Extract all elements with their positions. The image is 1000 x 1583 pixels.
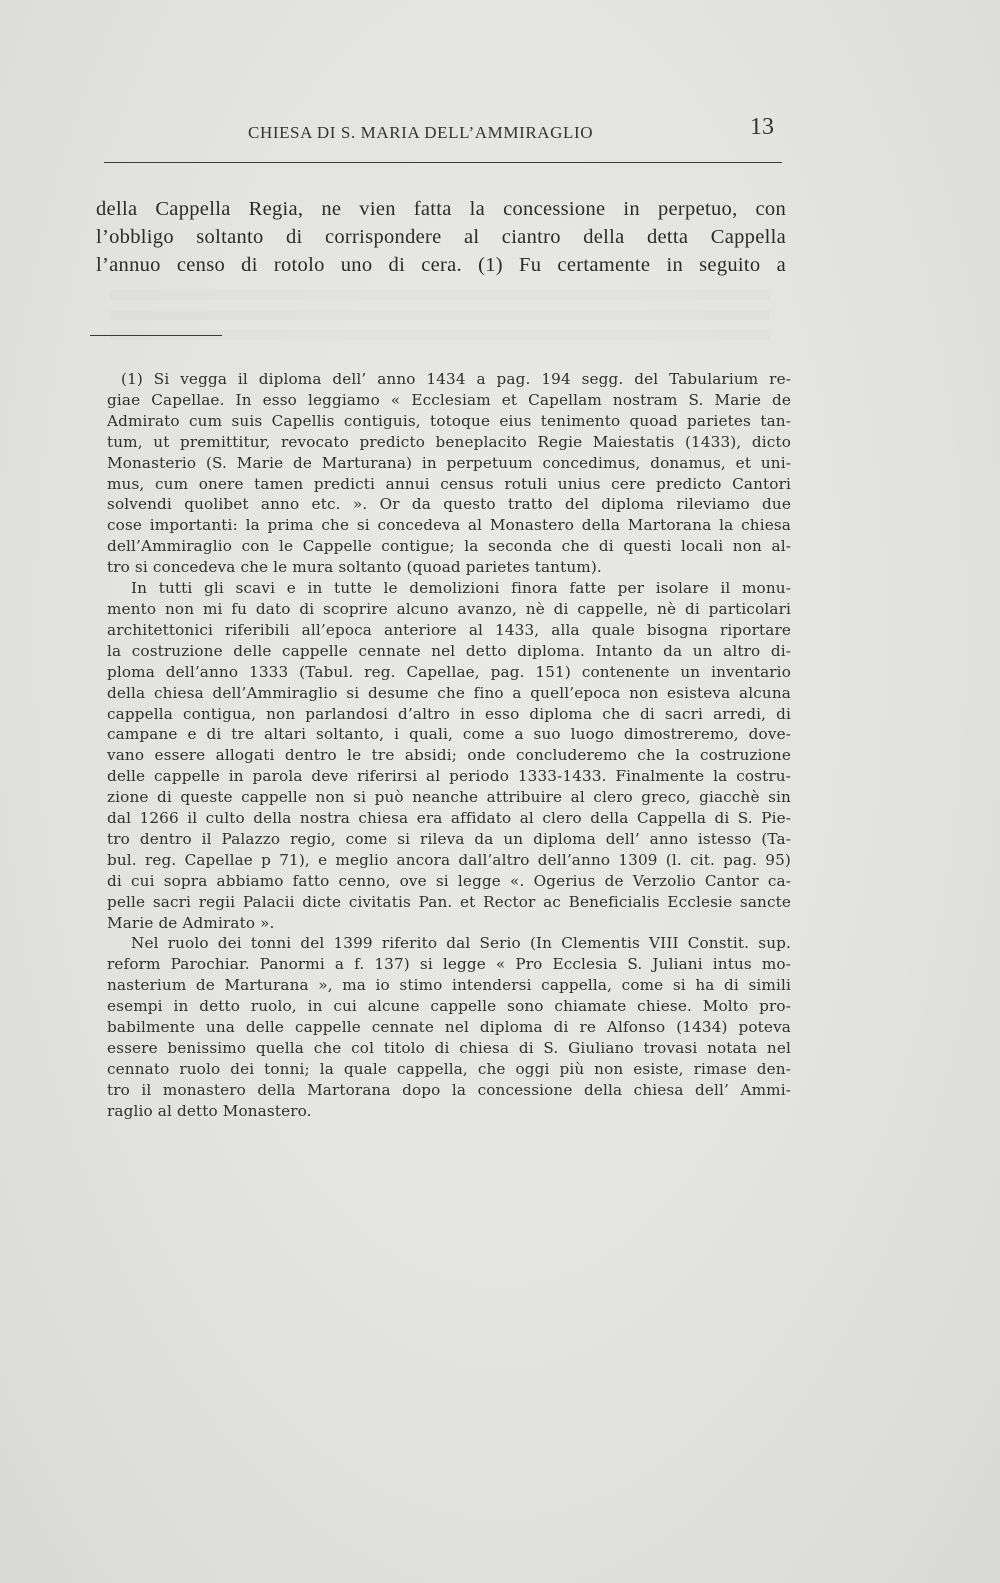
footnote-line: essere benissimo quella che col titolo di chiesa di S. Giuliano trovasi notata nel [107,1039,791,1057]
footnote-line: Nel ruolo dei tonni del 1399 riferito dal Serio (In Clementis VIII Constit. sup. [131,934,791,953]
main-text [96,195,786,279]
footnote-line: mento non mi fu dato di scoprire alcuno avanzo, nè di cappelle, nè di particolari [107,599,791,618]
footnote-line: ploma dell’anno 1333 (Tabul. reg. Capellae, pag. 151) contenente un inventario [107,662,791,681]
footnote-line: bul. reg. Capellae p 71), e meglio ancora dall’altro dell’anno 1309 (l. cit. pag. 95) [107,850,791,869]
footnote-line: reform Parochiar. Panormi a f. 137) si legge « Pro Ecclesia S. Juliani intus mo- [107,955,791,974]
footnote-line: Admirato cum suis Capellis contiguis, totoque eius tenimento quoad parietes tan- [107,411,791,430]
footnote-line: delle cappelle in parola deve riferirsi al periodo 1333-1433. Finalmente la costru- [107,767,791,786]
footnote-line: la costruzione delle cappelle cennate nel detto diploma. Intanto da un altro di- [107,641,791,660]
footnote-line: dal 1266 il culto della nostra chiesa era affidato al clero della Cappella di S. Pie- [107,809,791,828]
footnote-line: vano essere allogati dentro le tre absidi; onde concluderemo che la costruzione [107,746,791,765]
footnote-line: architettonici riferibili all’epoca anteriore al 1433, alla quale bisogna riportare [107,620,791,639]
footnote-line: cennato ruolo dei tonni; la quale cappella, che oggi più non esiste, rimase den- [107,1059,791,1078]
footnote-line: nasterium de Marturana », ma io stimo intendersi cappella, come si ha di simili [107,976,791,995]
footnote-line: campane e di tre altari soltanto, i quali, come a suo luogo dimostreremo, dove- [107,725,791,744]
footnote-line: dell’Ammiraglio con le Cappelle contigue; la seconda che di questi locali non al- [107,537,791,556]
footnote-line: tro il monastero della Martorana dopo la concessione della chiesa dell’ Ammi- [107,1080,791,1099]
footnote-rule [90,335,222,336]
footnote-line: tum, ut premittitur, revocato predicto beneplacito Regie Maiestatis (1433), dicto [107,432,791,451]
main-line: l’obbligo soltanto di corrispondere al ciantro della detta Cappella [96,226,786,248]
footnote-line: di cui sopra abbiamo fatto cenno, ove si legge «. Ogerius de Verzolio Cantor ca- [107,871,791,890]
main-line: l’annuo censo di rotolo uno di cera. (1) Fu certamente in seguito a [96,254,786,276]
running-head: CHIESA DI S. MARIA DELL’AMMIRAGLIO [248,123,594,142]
footnote-line: tro si concedeva che le mura soltanto (quoad parietes tantum). [107,558,602,577]
footnote-line: raglio al detto Monastero. [107,1101,312,1120]
footnote-line: cappella contigua, non parlandosi d’altro in esso diploma che di sacri arredi, di [107,704,791,723]
footnote-line: In tutti gli scavi e in tutte le demolizioni finora fatte per isolare il monu- [131,579,791,598]
footnote-line: cose importanti: la prima che si concedeva al Monastero della Martorana la chiesa [107,516,791,535]
footnote-text [107,369,791,1122]
footnote-line: Marie de Admirato ». [107,913,275,932]
show-through-text [110,280,770,340]
footnote-line: (1) Si vegga il diploma dell’ anno 1434 a pag. 194 segg. del Tabularium re- [121,370,791,388]
footnote-line: della chiesa dell’Ammiraglio si desume che fino a quell’epoca non esisteva alcuna [107,683,791,702]
footnote-line: tro dentro il Palazzo regio, come si rileva da un diploma dell’ anno istesso (Ta- [107,829,791,848]
main-line: della Cappella Regia, ne vien fatta la concessione in perpetuo, con [96,198,786,220]
page-number: 13 [750,114,774,140]
footnote-line: Monasterio (S. Marie de Marturana) in perpetuum concedimus, donamus, et uni- [107,453,791,472]
footnote-line: mus, cum onere tamen predicti annui census rotuli unius cere predicto Cantori [107,474,791,493]
footnote-line: esempi in detto ruolo, in cui alcune cappelle sono chiamate chiese. Molto pro- [107,997,791,1016]
footnote-line: pelle sacri regii Palacii dicte civitatis Pan. et Rector ac Beneficialis Ecclesie sancte [107,892,791,911]
footnote-line: giae Capellae. In esso leggiamo « Ecclesiam et Capellam nostram S. Marie de [107,390,791,409]
footnote-line: babilmente una delle cappelle cennate nel diploma di re Alfonso (1434) poteva [107,1018,791,1037]
footnote-line: solvendi quolibet anno etc. ». Or da questo tratto del diploma rileviamo due [107,495,791,514]
footnote-line: zione di queste cappelle non si può neanche attribuire al clero greco, giacchè sin [107,788,791,807]
header-rule [104,162,782,163]
